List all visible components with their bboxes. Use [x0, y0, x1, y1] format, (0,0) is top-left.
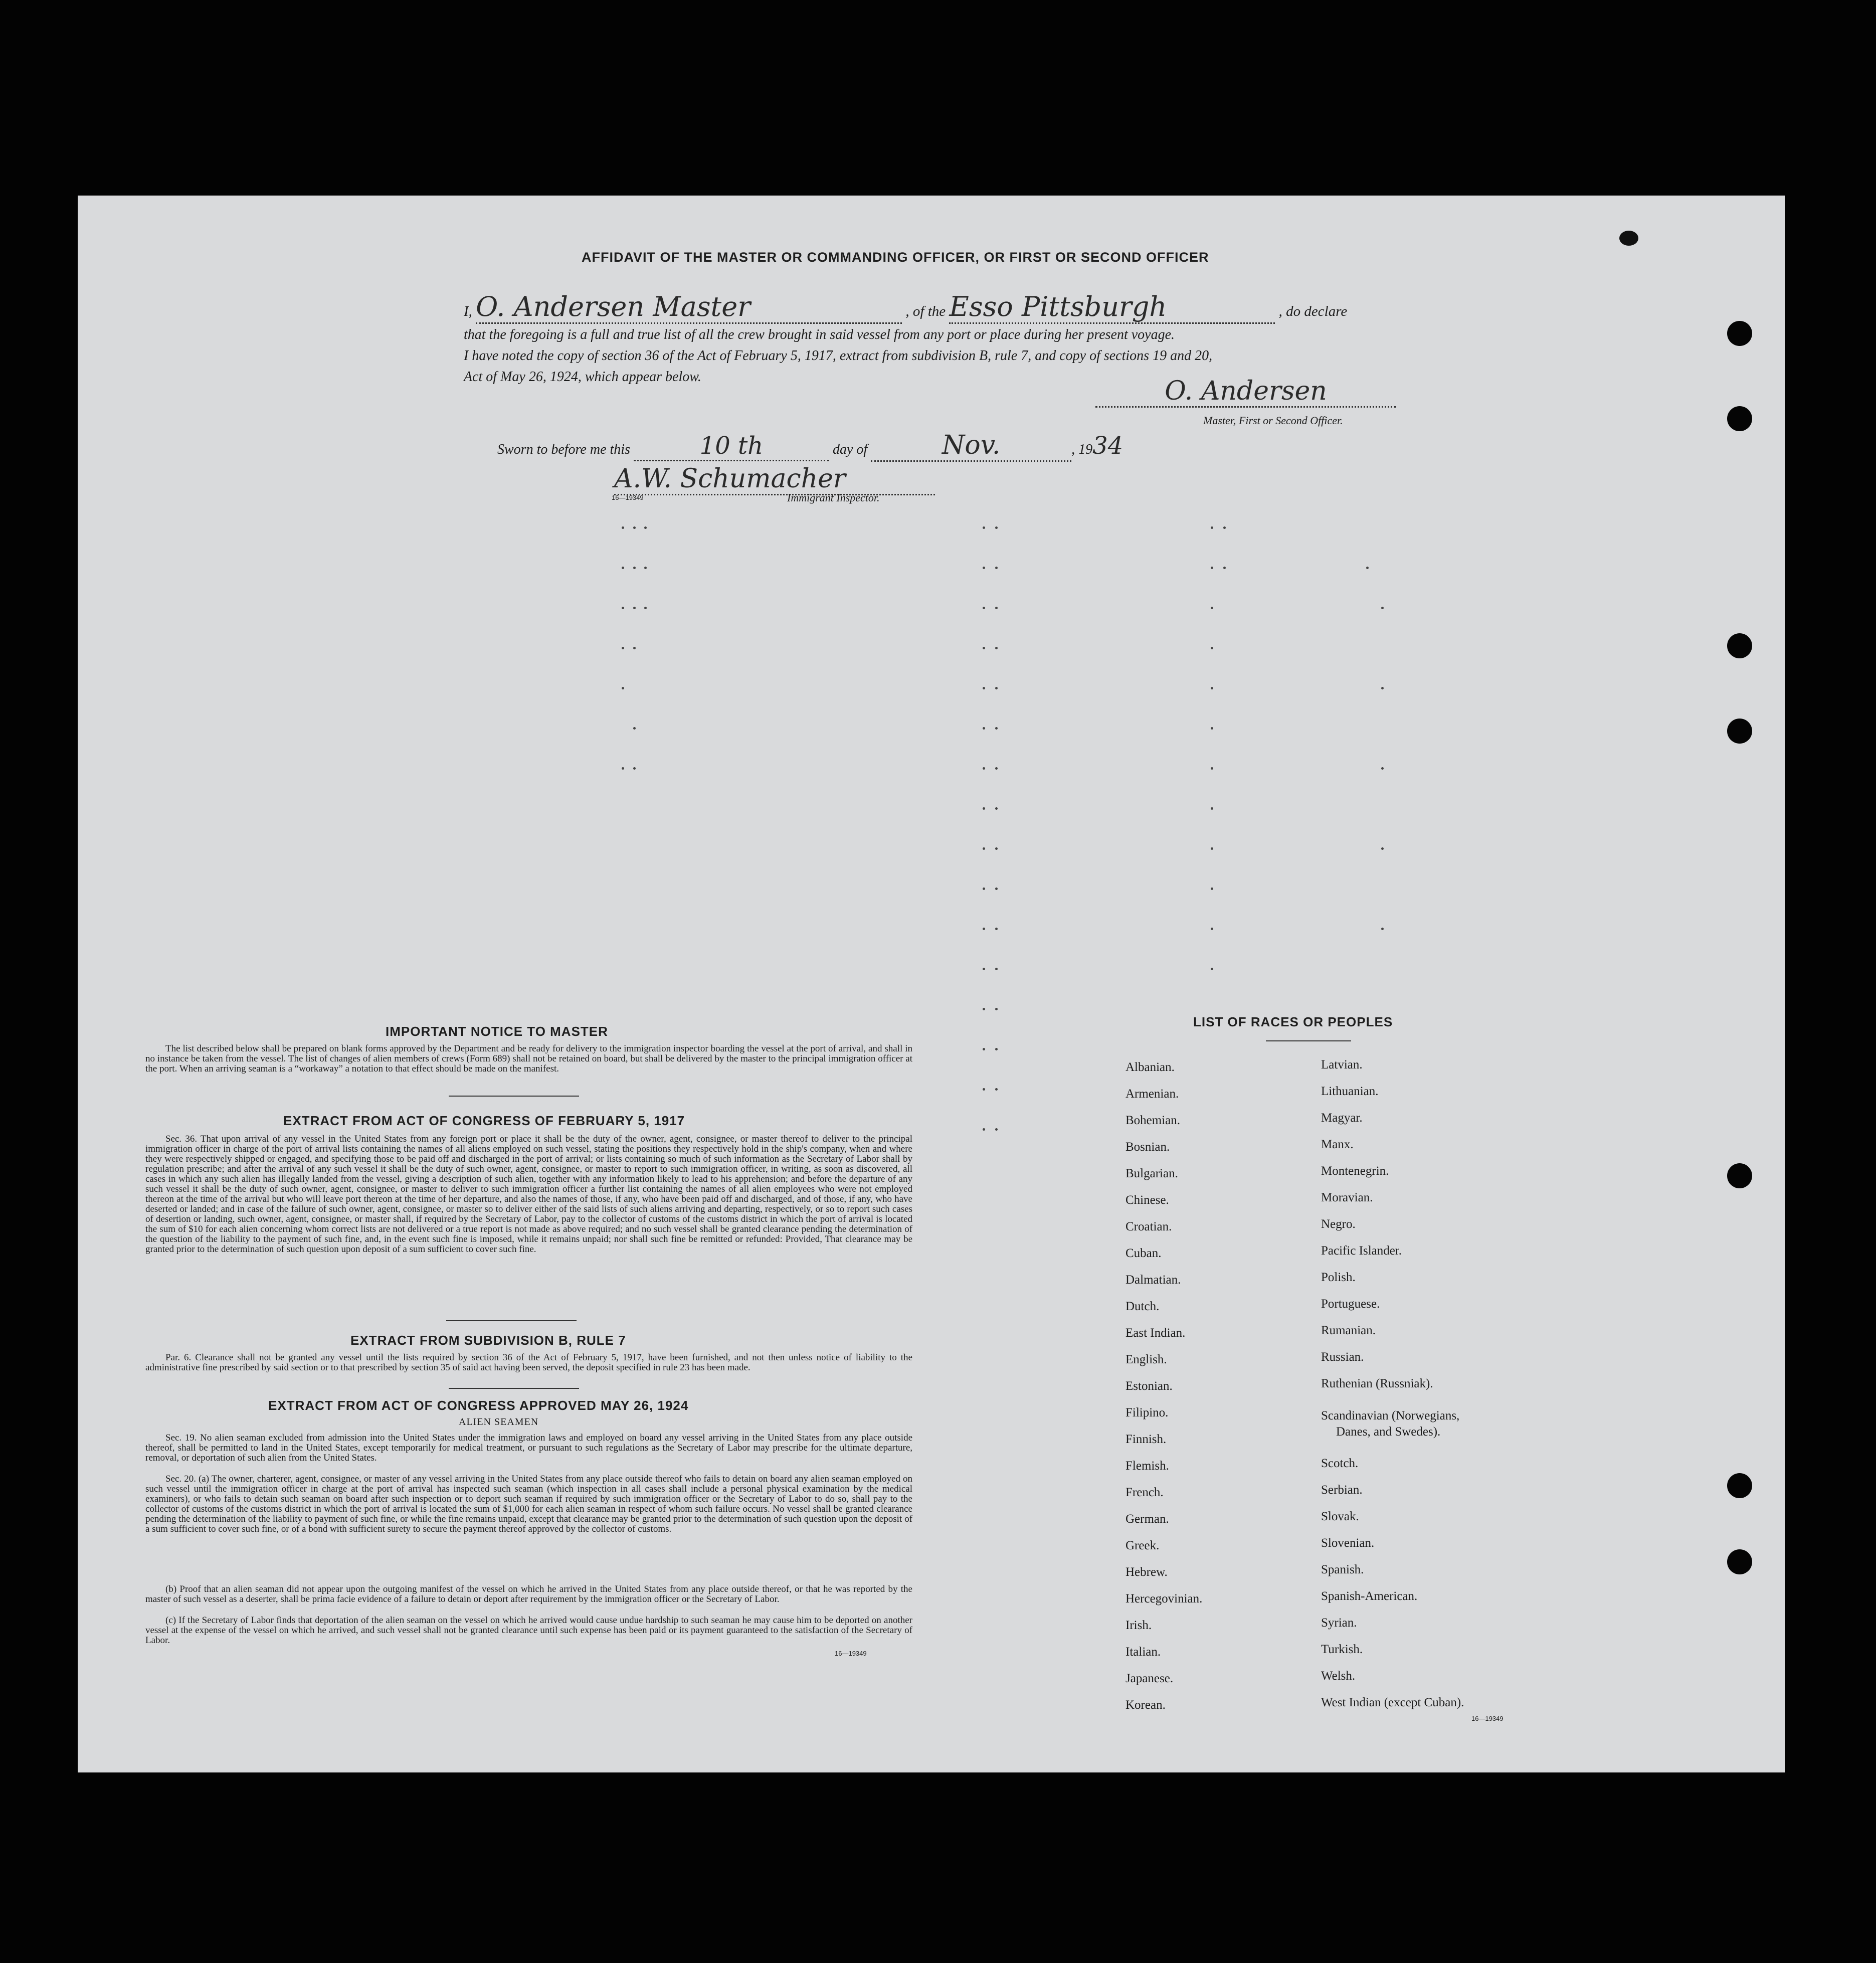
affidavit-line-2: that the foregoing is a full and true list of all the crew brought in said vessel from any port or place during her present voyage.: [464, 327, 1175, 342]
punch-hole: [1727, 321, 1752, 346]
race-item: Scandinavian (Norwegians,: [1321, 1409, 1460, 1422]
race-item: Montenegrin.: [1321, 1164, 1389, 1178]
race-item: Slovak.: [1321, 1510, 1359, 1523]
of-the-label: , of the: [905, 303, 946, 319]
race-item: Slovenian.: [1321, 1536, 1375, 1550]
race-item: Latvian.: [1321, 1058, 1363, 1072]
sworn-line: [497, 430, 1123, 462]
race-item: Lithuanian.: [1321, 1085, 1379, 1098]
sec-19-text: Sec. 19. No alien seaman excluded from admission into the United States under the immigration laws and employed on board any vessel arriving in the United States from any place outside thereof, shall be permitted to land in the United States, except temporarily for medical treatment, or pursuant to such regulations as the Secretary of Labor may prescribe for the ultimate departure, removal, or deportation of such alien from the United States.: [145, 1433, 912, 1463]
race-item: Magyar.: [1321, 1111, 1363, 1125]
vessel-name-handwritten: Esso Pittsburgh: [949, 291, 1275, 324]
race-item: Serbian.: [1321, 1483, 1363, 1497]
punch-hole: [1727, 406, 1752, 431]
race-item: Scotch.: [1321, 1457, 1359, 1470]
punch-hole: [1727, 633, 1752, 658]
race-item: Bohemian.: [1125, 1114, 1181, 1127]
races-title: LIST OF RACES OR PEOPLES: [1193, 1014, 1393, 1029]
year-prefix: , 19: [1071, 442, 1093, 457]
punch-hole: [1727, 1473, 1752, 1498]
race-item: Syrian.: [1321, 1616, 1357, 1630]
race-item: Spanish-American.: [1321, 1589, 1418, 1603]
race-item: Armenian.: [1125, 1087, 1179, 1101]
inspector-form-number: 16—19349: [612, 494, 644, 501]
race-item: Filipino.: [1125, 1406, 1169, 1419]
race-item: Flemish.: [1125, 1459, 1169, 1473]
race-item: East Indian.: [1125, 1326, 1186, 1340]
affidavit-line-4: Act of May 26, 1924, which appear below.: [464, 369, 701, 385]
notice-text: The list described below shall be prepared on blank forms approved by the Department and be ready for delivery to the immigration inspector boarding the vessel at the port of arrival, and shall in no instance be taken from the vessel. The list of changes of alien members of crews (Form 689) shall not be retained on board, but shall be delivered by the master to the principal immigration officer at the port. When an arriving seaman is a “workaway” a notation to that effect should be made on the manifest.: [145, 1043, 912, 1074]
race-item: Russian.: [1321, 1350, 1364, 1364]
extract-1917-text: Sec. 36. That upon arrival of any vessel in the United States from any foreign port or place it shall be the duty of the owner, agent, consignee, or master thereof to deliver to the principal immigration officer in charge of the port of arrival lists containing the names of all aliens employed on such vessel, stating the positions they respectively hold in the ship's company, when and where they were respectively shipped or engaged, and specifying those to be paid off and discharged in the port of arrival; or lists containing so much of such information as the Secretary of Labor shall by regulation prescribe; and after the arrival of any such vessel it shall be the duty of such owner, agent, consignee, or master to report to such immigration officer, in writing, as soon as discovered, all cases in which any such alien has illegally landed from the vessel, giving a description of such alien, together with any information likely to lead to his apprehension; and before the departure of any such vessel it shall be the duty of such owner, agent, consignee, or master to deliver to such immigration officer a further list containing the names of all alien employees who were not employed thereon at the time of the arrival but who will leave port thereon at the time of her departure, and also the names of those, if any, who have been paid off and discharged, and of those, if any, who have deserted or landed; and in case of the failure of such owner, agent, consignee, or master so to deliver either of the said lists of such aliens arriving and departing, respectively, or so to report such cases of desertion or landing, such owner, agent, consignee, or master shall, if required by the Secretary of Labor, pay to the collector of customs of the customs district in which the port of arrival is located the sum of $10 for each alien concerning whom correct lists are not delivered or a true report is not made as above required; and no such vessel shall be granted clearance pending the determination of the question of the liability to the payment of such fine, and, in the event such fine is imposed, while it remains unpaid; nor shall such fine be remitted or refunded: Provided, That clearance may be granted prior to the determination of such question upon deposit of a sum sufficient to cover such fine.: [145, 1134, 912, 1255]
race-item: Japanese.: [1125, 1672, 1174, 1685]
race-item: Finnish.: [1125, 1433, 1167, 1446]
race-item: Portuguese.: [1321, 1297, 1380, 1311]
race-item: Greek.: [1125, 1539, 1160, 1552]
divider: [449, 1388, 579, 1389]
master-caption: Master, First or Second Officer.: [1203, 414, 1343, 427]
sworn-day-handwritten: 10 th: [634, 432, 829, 461]
declare-label: , do declare: [1278, 303, 1348, 319]
master-signature: O. Andersen: [1095, 376, 1396, 408]
race-item-continued: Danes, and Swedes).: [1336, 1425, 1441, 1439]
race-item: Albanian.: [1125, 1060, 1175, 1074]
divider: [446, 1320, 577, 1321]
race-item: Turkish.: [1321, 1643, 1363, 1656]
inspector-signature: A.W. Schumacher: [614, 464, 935, 495]
race-item: Spanish.: [1321, 1563, 1364, 1576]
master-name-handwritten: O. Andersen Master: [476, 291, 902, 324]
extract-rule7-title: EXTRACT FROM SUBDIVISION B, RULE 7: [350, 1333, 626, 1348]
race-item: Moravian.: [1321, 1191, 1373, 1204]
race-item: Negro.: [1321, 1217, 1356, 1231]
sec-20b-text: (b) Proof that an alien seaman did not appear upon the outgoing manifest of the vessel on which he arrived in the United States from any place outside thereof, or that he was reported by the master of such vessel as a deserter, shall be prima facie evidence of a failure to detain or deport after requirement by the immigration officer or the Secretary of Labor.: [145, 1584, 912, 1604]
notice-title: IMPORTANT NOTICE TO MASTER: [386, 1024, 608, 1039]
race-item: West Indian (except Cuban).: [1321, 1696, 1464, 1709]
sec-20c-text: (c) If the Secretary of Labor finds that deportation of the alien seaman on the vessel on which he arrived would cause undue hardship to such seaman he may cause him to be deported on another vessel at the expense of the vessel on which he arrived, and such vessel shall not be granted clearance until such expense has been paid or its payment guaranteed to the satisfaction of the Secretary of Labor.: [145, 1615, 912, 1646]
race-item: Estonian.: [1125, 1379, 1173, 1393]
race-item: Hercegovinian.: [1125, 1592, 1203, 1605]
alien-seamen-subtitle: ALIEN SEAMEN: [459, 1416, 539, 1427]
extract-rule7-text: Par. 6. Clearance shall not be granted any vessel until the lists required by section 36 of the Act of February 5, 1917, have been furnished, and not then unless notice of liability to the administrative fine prescribed by said section or to that prescribed by section 35 of said act having been served, the deposit specified in rule 23 has been made.: [145, 1352, 912, 1373]
race-item: German.: [1125, 1512, 1169, 1526]
sworn-prefix: Sworn to before me this: [497, 442, 630, 457]
race-item: Bosnian.: [1125, 1140, 1170, 1154]
race-item: Pacific Islander.: [1321, 1244, 1402, 1258]
race-item: Chinese.: [1125, 1193, 1169, 1207]
affidavit-line-3: I have noted the copy of section 36 of the Act of February 5, 1917, extract from subdivision B, rule 7, and copy of sections 19 and 20,: [464, 348, 1213, 364]
race-item: Ruthenian (Russniak).: [1321, 1377, 1433, 1390]
divider: [449, 1096, 579, 1097]
race-item: Croatian.: [1125, 1220, 1172, 1233]
punch-hole: [1727, 1163, 1752, 1188]
sec-20a-text: Sec. 20. (a) The owner, charterer, agent, consignee, or master of any vessel arriving in the United States from any place outside thereof who fails to detain on board any alien seaman employed on such vessel until the immigration officer in charge at the port of arrival has inspected such seaman (which inspection in all cases shall include a personal physical examination by the medical examiners), or who fails to detain such seaman on board after such inspection or to deport such seaman if required by such immigration officer or the Secretary of Labor to do so, shall pay to the collector of customs of the customs district in which the port of arrival is located the sum of $1,000 for each alien seaman in respect of whom such failure occurs. No vessel shall be granted clearance pending the determination of the liability to payment of such fine, or while the fine remains unpaid, except that clearance may be granted prior to the determination of such question upon the deposit of a sum sufficient to cover such fine, or of a bond with sufficient surety to secure the payment thereof approved by the collector of customs.: [145, 1474, 912, 1534]
race-item: English.: [1125, 1353, 1167, 1366]
race-item: Cuban.: [1125, 1246, 1162, 1260]
race-item: Hebrew.: [1125, 1565, 1168, 1579]
race-item: Bulgarian.: [1125, 1167, 1178, 1180]
extract-1924-title: EXTRACT FROM ACT OF CONGRESS APPROVED MAY 26, 1924: [268, 1398, 689, 1413]
day-of-label: day of: [832, 442, 868, 457]
race-item: French.: [1125, 1486, 1164, 1499]
punch-hole: [1727, 1549, 1752, 1574]
race-item: Welsh.: [1321, 1669, 1356, 1683]
affidavit-prefix: I,: [464, 303, 472, 319]
race-item: Manx.: [1321, 1138, 1354, 1151]
race-item: Dalmatian.: [1125, 1273, 1181, 1287]
races-form-number: 16—19349: [1471, 1715, 1504, 1722]
sworn-month-handwritten: Nov.: [871, 430, 1071, 462]
race-item: Italian.: [1125, 1645, 1161, 1659]
race-item: Polish.: [1321, 1271, 1356, 1284]
year-handwritten: 34: [1092, 432, 1123, 460]
punch-hole: [1727, 719, 1752, 744]
extract-1917-title: EXTRACT FROM ACT OF CONGRESS OF FEBRUARY 5, 1917: [283, 1113, 685, 1128]
race-item: Irish.: [1125, 1619, 1152, 1632]
race-item: Korean.: [1125, 1698, 1166, 1712]
inspector-caption: Immigrant Inspector.: [787, 491, 880, 504]
race-item: Dutch.: [1125, 1300, 1160, 1313]
affidavit-line-1: [464, 291, 1491, 324]
divider: [1266, 1040, 1351, 1041]
ink-blot: [1619, 231, 1638, 246]
affidavit-title: AFFIDAVIT OF THE MASTER OR COMMANDING OFFICER, OR FIRST OR SECOND OFFICER: [582, 250, 1209, 265]
race-item: Rumanian.: [1321, 1324, 1376, 1337]
form-number: 16—19349: [835, 1650, 867, 1657]
document-sheet: [78, 196, 1785, 1772]
